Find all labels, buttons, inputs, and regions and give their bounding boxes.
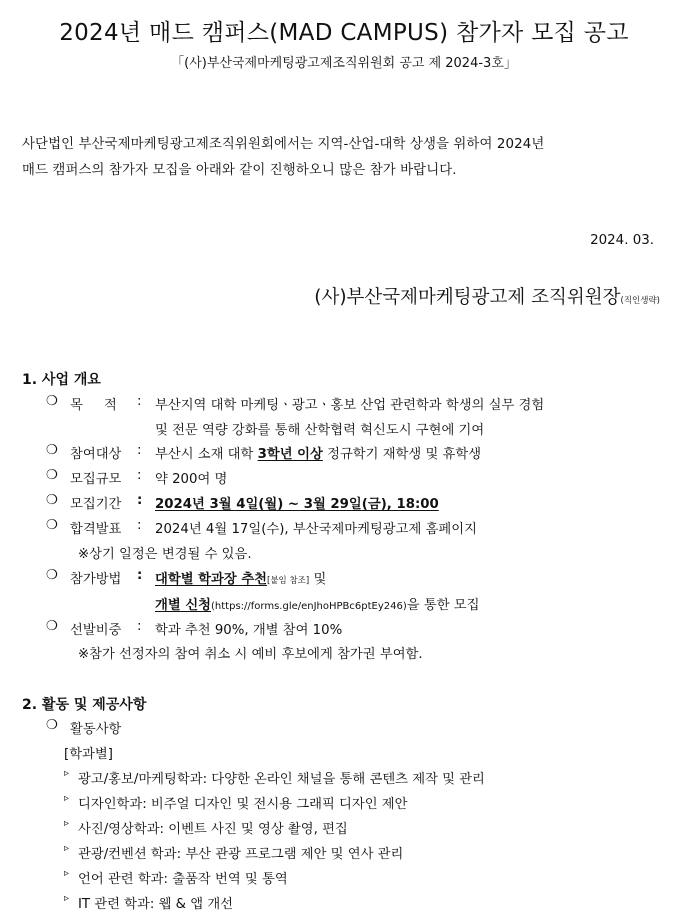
scale-value: 약 200여 명 [155, 472, 228, 487]
ratio-value: 학과 추천 90%, 개별 참여 10% [155, 623, 343, 638]
activity-item: IT 관련 학과: 웹 & 앱 개선 [78, 897, 234, 912]
activities-bullet-icon: ❍ [46, 718, 58, 733]
method-bullet-icon: ❍ [46, 568, 58, 583]
period-label: 모집기간 [70, 497, 122, 512]
activity-item: 광고/홍보/마케팅학과: 다양한 온라인 채널을 통해 콘텐츠 제작 및 관리 [78, 772, 485, 787]
purpose-label: 목 적 [70, 398, 117, 413]
method-post: 을 통한 모집 [406, 598, 480, 613]
method-line-2 [155, 594, 479, 613]
target-value [155, 443, 481, 462]
section-1-title: 1. 사업 개요 [22, 372, 101, 388]
scale-colon: : [137, 468, 142, 483]
target-pre: 부산시 소재 대학 [155, 447, 254, 462]
scale-label: 모집규모 [70, 472, 122, 487]
method-colon: : [137, 568, 143, 583]
purpose-row [46, 394, 58, 409]
bullet-circle-icon: ❍ [46, 394, 58, 409]
issuer-name: (사)부산국제마케팅광고제 조직위원장 [314, 287, 621, 308]
arrow-icon: ▹ [64, 818, 70, 829]
ratio-note: ※참가 선정자의 참여 취소 시 예비 후보에게 참가권 부여함. [78, 647, 423, 662]
arrow-icon: ▹ [64, 868, 70, 879]
target-post: 정규학기 재학생 및 휴학생 [327, 447, 482, 462]
activity-item: 관광/컨벤션 학과: 부산 관광 프로그램 제안 및 연사 관리 [78, 847, 404, 862]
method-tag: [붙임 참조] [267, 576, 310, 586]
period-value: 2024년 3월 4일(월) ~ 3월 29일(금), 18:00 [155, 497, 439, 512]
activity-item: 사진/영상학과: 이벤트 사진 및 영상 촬영, 편집 [78, 822, 348, 837]
seal-note: (직인생략) [620, 296, 660, 306]
ratio-bullet-icon: ❍ [46, 619, 58, 634]
form-link[interactable]: (https://forms.gle/enJhoHPBc6ptEy246) [211, 601, 407, 612]
section-2-title: 2. 활동 및 제공사항 [22, 697, 147, 713]
ratio-label: 선발비중 [70, 623, 122, 638]
method-line-1 [155, 568, 326, 587]
intro-line-2: 매드 캠퍼스의 참가자 모집을 아래와 같이 진행하오니 많은 참가 바랍니다. [22, 163, 457, 178]
ratio-colon: : [137, 619, 142, 634]
period-bullet-icon: ❍ [46, 493, 58, 508]
method-label: 참가방법 [70, 572, 122, 587]
purpose-line-1: 부산지역 대학 마케팅ㆍ광고ㆍ홍보 산업 관련학과 학생의 실무 경험 [155, 398, 545, 413]
arrow-icon: ▹ [64, 768, 70, 779]
notice-number: 「(사)부산국제마케팅광고제조직위원회 공고 제 2024-3호」 [171, 56, 517, 71]
target-colon: : [137, 443, 142, 458]
period-colon: : [137, 493, 143, 508]
announce-value: 2024년 4월 17일(수), 부산국제마케팅광고제 홈페이지 [155, 522, 477, 537]
announce-note: ※상기 일정은 변경될 수 있음. [78, 547, 252, 562]
page-title: 2024년 매드 캠퍼스(MAD CAMPUS) 참가자 모집 공고 [59, 20, 629, 46]
target-bullet-icon: ❍ [46, 443, 58, 458]
arrow-icon: ▹ [64, 893, 70, 904]
target-label: 참여대상 [70, 447, 122, 462]
activity-item: 디자인학과: 비주얼 디자인 및 전시용 그래픽 디자인 제안 [78, 797, 408, 812]
purpose-colon: : [137, 394, 142, 409]
scale-bullet-icon: ❍ [46, 468, 58, 483]
arrow-icon: ▹ [64, 843, 70, 854]
method-dept-recommend: 대학별 학과장 추천 [155, 572, 268, 587]
activities-label: 활동사항 [70, 722, 122, 737]
announce-bullet-icon: ❍ [46, 518, 58, 533]
method-individual: 개별 신청 [155, 598, 212, 613]
issuer [314, 283, 660, 309]
target-emphasis: 3학년 이상 [257, 447, 323, 462]
intro-line-1: 사단법인 부산국제마케팅광고제조직위원회에서는 지역-산업-대학 상생을 위하여 2024년 [22, 137, 545, 152]
arrow-icon: ▹ [64, 793, 70, 804]
by-dept-label: [학과별] [64, 747, 113, 762]
purpose-line-2: 및 전문 역량 강화를 통해 산학협력 혁신도시 구현에 기여 [155, 423, 485, 438]
activity-item: 언어 관련 학과: 출품작 번역 및 통역 [78, 872, 288, 887]
method-and: 및 [313, 572, 327, 587]
notice-date: 2024. 03. [590, 233, 654, 248]
announce-colon: : [137, 518, 142, 533]
announce-label: 합격발표 [70, 522, 122, 537]
